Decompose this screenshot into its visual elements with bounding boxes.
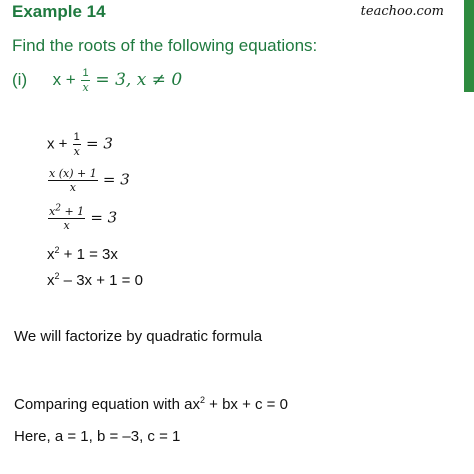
step-4-exp: 2 <box>54 245 60 255</box>
step-3-num-exp: 2 <box>55 203 61 214</box>
step-5-base: x <box>47 272 55 289</box>
page-title: Example 14 <box>12 2 106 21</box>
step-3-num-rest: + 1 <box>60 205 85 218</box>
compare-pre: Comparing equation with ax <box>14 396 200 413</box>
values-text: Here, a = 1, b = –3, c = 1 <box>14 428 181 445</box>
step-5-exp: 2 <box>54 271 60 281</box>
step-1-rhs: = 3 <box>86 134 113 153</box>
step-4-base: x <box>47 246 55 263</box>
step-3-num <box>48 203 85 218</box>
scrollbar-thumb[interactable] <box>464 0 474 92</box>
part-label: (i) <box>12 69 28 89</box>
step-1 <box>47 132 113 157</box>
part-frac-den: x <box>82 81 89 94</box>
step-2-rhs: = 3 <box>102 170 130 189</box>
step-1-lhs: x + <box>47 135 68 153</box>
step-4 <box>47 246 118 263</box>
question-text: Find the roots of the following equations: <box>12 36 318 55</box>
step-3-fraction <box>48 203 85 232</box>
factorize-text: We will factorize by quadratic formula <box>14 328 263 345</box>
compare-text <box>14 396 288 413</box>
step-3-num-base: x <box>49 205 56 218</box>
step-2-fraction <box>48 168 98 193</box>
scrollbar[interactable] <box>464 0 474 474</box>
compare-exp: 2 <box>199 395 205 405</box>
step-1-den: x <box>73 145 80 158</box>
step-2 <box>47 168 130 193</box>
teachoo-logo: teachoo.com <box>360 4 444 19</box>
compare-post: + bx + c = 0 <box>204 396 288 413</box>
step-5-rest: – 3x + 1 = 0 <box>59 272 143 289</box>
part-fraction <box>81 68 89 93</box>
question-part-i <box>12 68 182 93</box>
step-5 <box>47 272 143 289</box>
step-1-num: 1 <box>73 131 80 143</box>
part-lhs: x + <box>52 69 76 89</box>
step-2-num: x (x) + 1 <box>49 167 97 180</box>
step-1-fraction <box>73 132 81 157</box>
part-frac-num: 1 <box>82 67 89 79</box>
step-3-rhs: = 3 <box>90 208 118 227</box>
step-3-den: x <box>48 218 85 231</box>
step-2-den: x <box>48 180 98 193</box>
step-4-rest: + 1 = 3x <box>59 246 118 263</box>
step-3 <box>47 203 118 232</box>
part-rhs: = 3, x ≠ 0 <box>95 69 183 90</box>
